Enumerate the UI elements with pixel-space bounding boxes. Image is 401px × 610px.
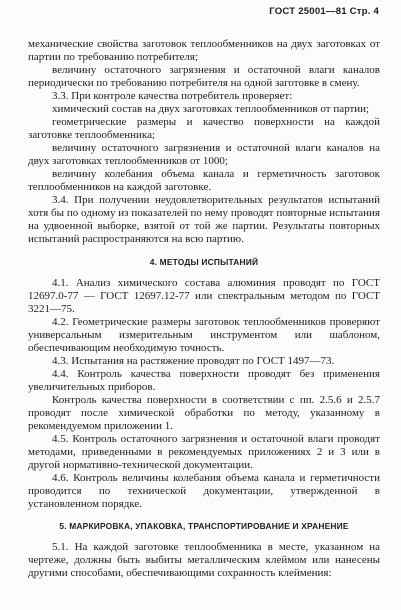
section-heading: 4. МЕТОДЫ ИСПЫТАНИЙ (149, 257, 259, 267)
paragraph: механические свойства заготовок теплообменников на двух заготовках от партии по требованию потребителя; (28, 38, 380, 63)
paragraph: геометрические размеры и качество поверхности на каждой заготовке теплообменника; (28, 116, 380, 141)
paragraph: 4.1. Анализ химического состава алюминия проводят по ГОСТ 12697.0-77 — ГОСТ 12697.12-77 или спектральным методом по ГОСТ 3221—75. (28, 277, 380, 315)
paragraph: 3.3. При контроле качества потребитель проверяет: (52, 90, 293, 102)
paragraph: 4.2. Геометрические размеры заготовок теплообменников проверяют универсальным измерительным инструментом или шаблоном, обеспечивающим необходимую точность. (28, 316, 380, 354)
paragraph: величину остаточного загрязнения и остаточной влаги каналов на двух заготовках теплообменников от 1000; (28, 142, 380, 167)
paragraph: Контроль качества поверхности в соответствии с пп. 2.5.6 и 2.5.7 проводят после химической обработки по методу, указанному в рекомендуемом приложении 1. (28, 394, 380, 432)
paragraph: величину колебания объема канала и герметичность заготовок теплообменников на каждой заготовке. (28, 168, 380, 193)
paragraph: 4.5. Контроль остаточного загрязнения и остаточной влаги проводят методами, приведенными в рекомендуемых приложениях 2 и 3 или в другой нормативно-технической документации. (28, 433, 380, 471)
paragraph: 3.4. При получении неудовлетворительных результатов испытаний хотя бы по одному из показателей по нему проводят повторные испытания на удвоенной выборке, взятой от той же партии. Результаты повторных испытаний распространяются на всю партию. (28, 194, 380, 245)
paragraph: 4.3. Испытания на растяжение проводят по ГОСТ 1497—73. (52, 355, 335, 367)
paragraph: 5.1. На каждой заготовке теплообменника в месте, указанном на чертеже, должны быть выбиты металлическим клеймом или нанесены другими способами, обеспечивающими сохранность клеймения: (28, 541, 380, 579)
section-heading: 5. МАРКИРОВКА, УПАКОВКА, ТРАНСПОРТИРОВАНИЕ И ХРАНЕНИЕ (59, 521, 349, 531)
paragraph: химический состав на двух заготовках теплообменников от партии; (52, 103, 370, 115)
paragraph: 4.6. Контроль величины колебания объема канала и герметичности проводится по технической документации, утвержденной в установленном порядке. (28, 472, 380, 510)
document-body (28, 38, 380, 580)
paragraph: величину остаточного загрязнения и остаточной влаги каналов периодически по требованию потребителя на одной заготовке в смену. (28, 64, 380, 89)
paragraph: 4.4. Контроль качества поверхности проводят без применения увеличительных приборов. (28, 368, 380, 393)
page-header: ГОСТ 25001—81 Стр. 4 (269, 6, 379, 17)
